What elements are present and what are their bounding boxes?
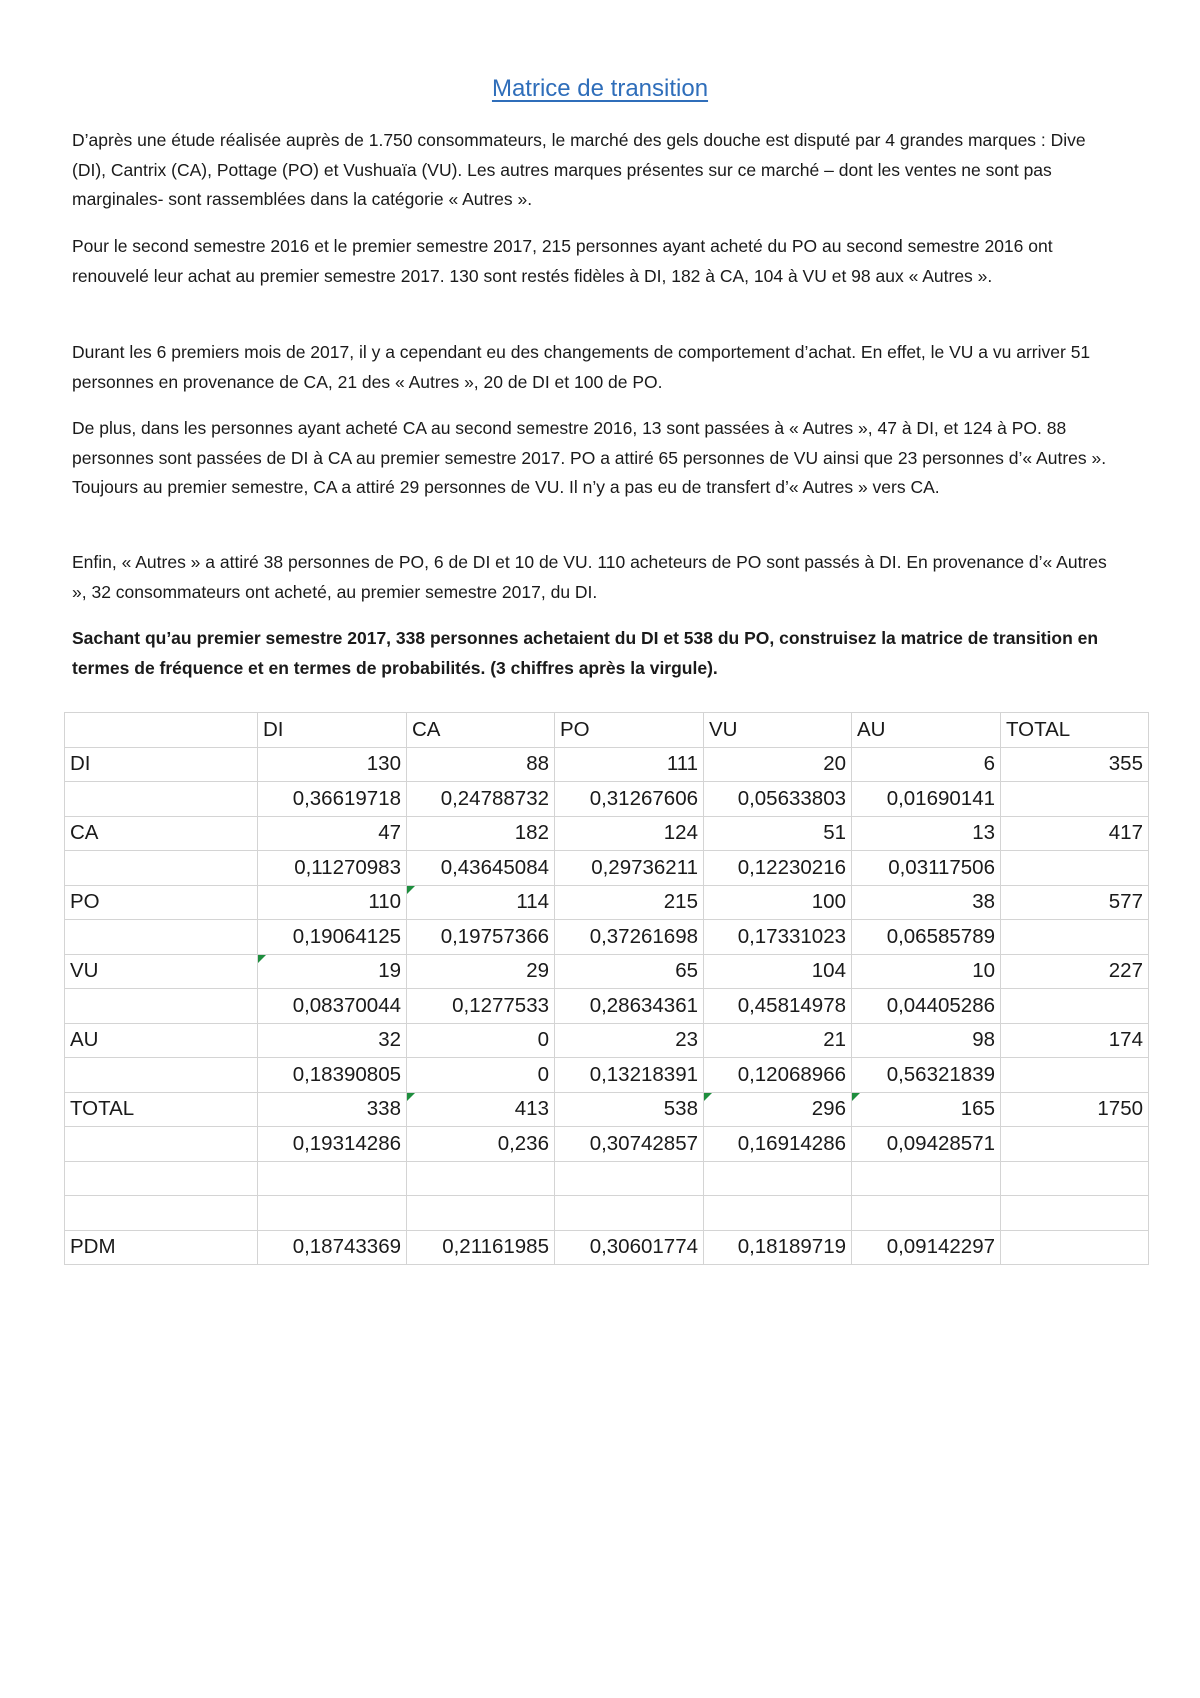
table-cell: 110 xyxy=(258,885,407,920)
table-cell: 0,31267606 xyxy=(555,782,704,817)
paragraph-autres-transfers: Enfin, « Autres » a attiré 38 personnes de PO, 6 de DI et 10 de VU. 110 acheteurs de PO sont passés à DI. En provenance d’« Autres », 32 consommateurs ont acheté, au premier semestre 2017, du DI. xyxy=(72,552,1107,602)
table-cell: 10 xyxy=(852,954,1001,989)
table-cell xyxy=(407,1161,555,1196)
table-cell: 0 xyxy=(407,1058,555,1093)
table-row xyxy=(65,1161,1149,1196)
table-cell: 130 xyxy=(258,747,407,782)
table-cell: 0,36619718 xyxy=(258,782,407,817)
row-label-cell: PDM xyxy=(65,1230,258,1265)
table-cell: 0,05633803 xyxy=(704,782,852,817)
row-label-cell: AU xyxy=(65,1023,258,1058)
table-cell xyxy=(1001,989,1149,1024)
table-cell: 23 xyxy=(555,1023,704,1058)
table-header-cell: TOTAL xyxy=(1001,713,1149,748)
table-cell: 0,28634361 xyxy=(555,989,704,1024)
table-cell xyxy=(555,1196,704,1231)
table-cell: 0,1277533 xyxy=(407,989,555,1024)
table-cell: 538 xyxy=(555,1092,704,1127)
row-label-cell xyxy=(65,920,258,955)
row-label-cell: VU xyxy=(65,954,258,989)
table-cell: 114 xyxy=(407,885,555,920)
paragraph-intro: D’après une étude réalisée auprès de 1.750 consommateurs, le marché des gels douche est disputé par 4 grandes marques : Dive (DI), Cantrix (CA), Pottage (PO) et Vushuaïa (VU). Les autres marques présentes sur ce marché – dont les ventes ne sont pas marginales- sont rassemblées dans la catégorie « Autres ». xyxy=(72,130,1086,209)
row-label-cell: CA xyxy=(65,816,258,851)
table-cell: 0,29736211 xyxy=(555,851,704,886)
table-cell: 0,30742857 xyxy=(555,1127,704,1162)
table-cell: 0,13218391 xyxy=(555,1058,704,1093)
table-header-cell xyxy=(65,713,258,748)
table-cell: 0,03117506 xyxy=(852,851,1001,886)
table-cell: 0,56321839 xyxy=(852,1058,1001,1093)
paragraph-question: Sachant qu’au premier semestre 2017, 338 personnes achetaient du DI et 538 du PO, construisez la matrice de transition en termes de fréquence et en termes de probabilités. (3 chiffres après la virgule). xyxy=(72,628,1099,678)
table-cell xyxy=(1001,1127,1149,1162)
paragraph-ca-transfers: De plus, dans les personnes ayant acheté CA au second semestre 2016, 13 sont passées à « Autres », 47 à DI, et 124 à PO. 88 personnes sont passées de DI à CA au premier semestre 2017. PO a attiré 65 personnes de VU ainsi que 23 personnes d’« Autres ». Toujours au premier semestre, CA a attiré 29 personnes de VU. Il n’y a pas eu de transfert d’« Autres » vers CA. xyxy=(72,418,1107,497)
table-cell: 0,08370044 xyxy=(258,989,407,1024)
table-cell xyxy=(704,1196,852,1231)
row-label-cell xyxy=(65,1127,258,1162)
table-cell: 51 xyxy=(704,816,852,851)
table-cell: 0,12230216 xyxy=(704,851,852,886)
table-row xyxy=(65,1230,1149,1265)
row-label-cell xyxy=(65,989,258,1024)
table-cell: 0,18390805 xyxy=(258,1058,407,1093)
row-label-cell: PO xyxy=(65,885,258,920)
table-cell: 38 xyxy=(852,885,1001,920)
table-cell: 417 xyxy=(1001,816,1149,851)
table-cell: 98 xyxy=(852,1023,1001,1058)
table-cell: 47 xyxy=(258,816,407,851)
table-cell: 0,24788732 xyxy=(407,782,555,817)
table-row xyxy=(65,1058,1149,1093)
table-cell: 0,19314286 xyxy=(258,1127,407,1162)
table-cell: 0,18743369 xyxy=(258,1230,407,1265)
table-cell: 0,19064125 xyxy=(258,920,407,955)
table-row xyxy=(65,1196,1149,1231)
table-row xyxy=(65,782,1149,817)
table-cell xyxy=(555,1161,704,1196)
table-cell xyxy=(1001,1196,1149,1231)
table-row xyxy=(65,989,1149,1024)
table-row xyxy=(65,851,1149,886)
table-cell: 165 xyxy=(852,1092,1001,1127)
table-row xyxy=(65,954,1149,989)
table-cell: 32 xyxy=(258,1023,407,1058)
table-cell: 104 xyxy=(704,954,852,989)
table-header-cell: CA xyxy=(407,713,555,748)
row-label-cell: DI xyxy=(65,747,258,782)
table-cell: 0,45814978 xyxy=(704,989,852,1024)
paragraph-vu-transfers: Durant les 6 premiers mois de 2017, il y a cependant eu des changements de comportement d’achat. En effet, le VU a vu arriver 51 personnes en provenance de CA, 21 des « Autres », 20 de DI et 100 de PO. xyxy=(72,342,1091,392)
table-cell: 21 xyxy=(704,1023,852,1058)
table-cell xyxy=(852,1196,1001,1231)
table-header-row xyxy=(65,713,1149,748)
table-cell: 65 xyxy=(555,954,704,989)
table-cell xyxy=(258,1196,407,1231)
table-cell: 174 xyxy=(1001,1023,1149,1058)
document-title: Matrice de transition xyxy=(491,75,709,102)
table-cell: 296 xyxy=(704,1092,852,1127)
table-cell: 124 xyxy=(555,816,704,851)
table-cell xyxy=(1001,851,1149,886)
table-cell: 0,19757366 xyxy=(407,920,555,955)
table-cell: 0,21161985 xyxy=(407,1230,555,1265)
table-row xyxy=(65,1023,1149,1058)
row-label-cell xyxy=(65,1196,258,1231)
table-cell: 6 xyxy=(852,747,1001,782)
table-cell: 355 xyxy=(1001,747,1149,782)
table-cell: 0,11270983 xyxy=(258,851,407,886)
table-cell: 0,12068966 xyxy=(704,1058,852,1093)
table-row xyxy=(65,1092,1149,1127)
table-cell: 29 xyxy=(407,954,555,989)
table-cell: 0,06585789 xyxy=(852,920,1001,955)
table-cell xyxy=(852,1161,1001,1196)
table-cell: 111 xyxy=(555,747,704,782)
table-cell: 0,17331023 xyxy=(704,920,852,955)
table-cell: 0 xyxy=(407,1023,555,1058)
row-label-cell xyxy=(65,851,258,886)
table-cell xyxy=(1001,1230,1149,1265)
table-cell xyxy=(704,1161,852,1196)
table-header-cell: DI xyxy=(258,713,407,748)
table-cell: 20 xyxy=(704,747,852,782)
row-label-cell: TOTAL xyxy=(65,1092,258,1127)
table-cell: 0,16914286 xyxy=(704,1127,852,1162)
table-cell: 100 xyxy=(704,885,852,920)
table-row xyxy=(65,747,1149,782)
table-cell: 338 xyxy=(258,1092,407,1127)
table-cell: 0,04405286 xyxy=(852,989,1001,1024)
table-cell: 182 xyxy=(407,816,555,851)
table-cell: 0,18189719 xyxy=(704,1230,852,1265)
table-cell: 88 xyxy=(407,747,555,782)
row-label-cell xyxy=(65,782,258,817)
table-row xyxy=(65,885,1149,920)
table-cell: 0,37261698 xyxy=(555,920,704,955)
table-header-cell: PO xyxy=(555,713,704,748)
table-header-cell: VU xyxy=(704,713,852,748)
table-cell xyxy=(1001,1058,1149,1093)
row-label-cell xyxy=(65,1058,258,1093)
table-cell: 0,09428571 xyxy=(852,1127,1001,1162)
table-cell xyxy=(407,1196,555,1231)
table-cell: 227 xyxy=(1001,954,1149,989)
paragraph-loyalty: Pour le second semestre 2016 et le premier semestre 2017, 215 personnes ayant acheté du PO au second semestre 2016 ont renouvelé leur achat au premier semestre 2017. 130 sont restés fidèles à DI, 182 à CA, 104 à VU et 98 aux « Autres ». xyxy=(72,236,1053,286)
table-cell xyxy=(258,1161,407,1196)
table-cell: 0,43645084 xyxy=(407,851,555,886)
table-cell: 413 xyxy=(407,1092,555,1127)
table-row xyxy=(65,816,1149,851)
table-cell: 0,30601774 xyxy=(555,1230,704,1265)
table-cell: 0,236 xyxy=(407,1127,555,1162)
table-row xyxy=(65,920,1149,955)
table-cell: 0,01690141 xyxy=(852,782,1001,817)
table-cell: 0,09142297 xyxy=(852,1230,1001,1265)
row-label-cell xyxy=(65,1161,258,1196)
transition-matrix-table xyxy=(64,712,1149,1265)
table-cell: 19 xyxy=(258,954,407,989)
table-header-cell: AU xyxy=(852,713,1001,748)
table-cell: 215 xyxy=(555,885,704,920)
table-cell xyxy=(1001,782,1149,817)
table-cell: 577 xyxy=(1001,885,1149,920)
table-cell xyxy=(1001,1161,1149,1196)
table-cell xyxy=(1001,920,1149,955)
table-cell: 13 xyxy=(852,816,1001,851)
table-row xyxy=(65,1127,1149,1162)
table-cell: 1750 xyxy=(1001,1092,1149,1127)
